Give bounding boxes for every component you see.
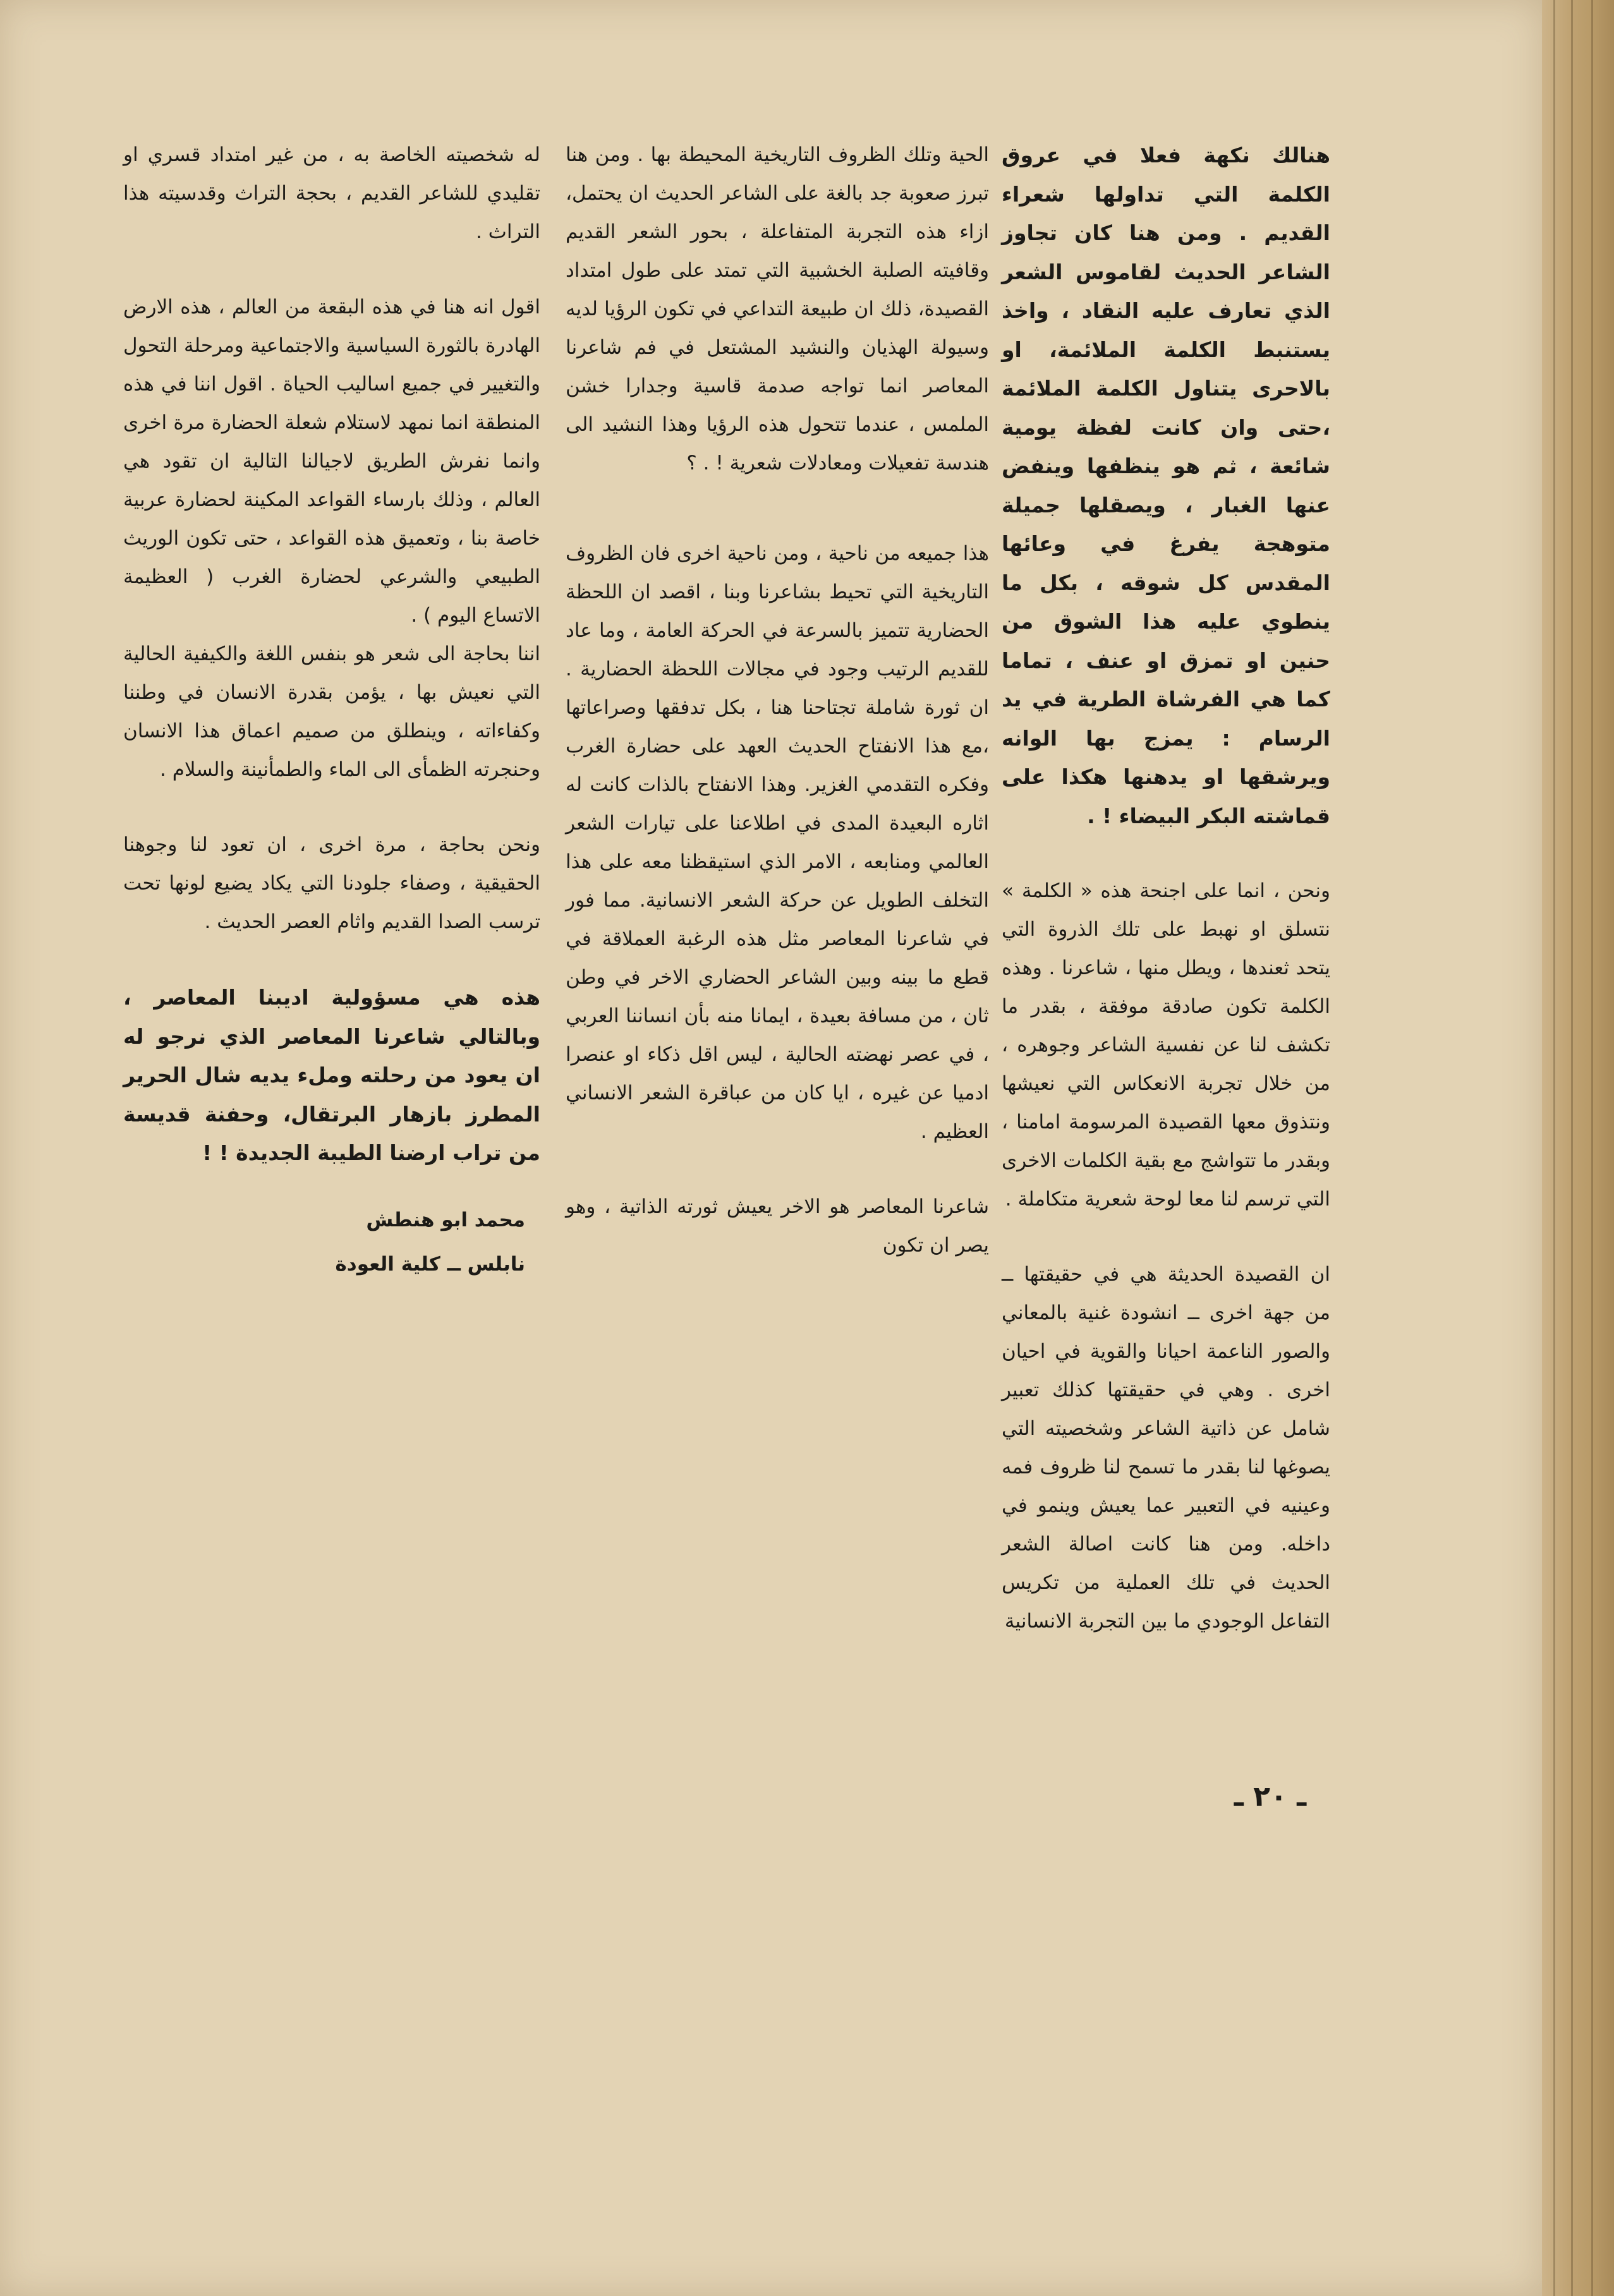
column-left [123, 136, 540, 1286]
paragraph: له شخصيته الخاصة به ، من غير امتداد قسري او تقليدي للشاعر القديم ، بحجة التراث وقدسيته هذا التراث . [123, 143, 540, 243]
paragraph: ان القصيدة الحديثة هي في حقيقتها ــ من جهة اخرى ــ انشودة غنية بالمعاني والصور الناعمة احيانا والقوية في احيان اخرى . وهي في حقيقتها كذلك تعبير شامل عن ذاتية الشاعر وشخصيته التي يصوغها لنا بقدر ما تسمح لنا ظروف فمه وعينيه في التعبير عما يعيش وينمو في داخله. ومن هنا كانت اصالة الشعر الحديث في تلك العملية من تكريس التفاعل الوجودي ما بين التجربة الانسانية [1002, 1263, 1330, 1633]
paragraph: شاعرنا المعاصر هو الاخر يعيش ثورته الذاتية ، وهو يصر ان تكون [566, 1195, 989, 1257]
paragraph: الحية وتلك الظروف التاريخية المحيطة بها . ومن هنا تبرز صعوبة جد بالغة على الشاعر الحديث ان يحتمل، ازاء هذه التجربة المتفاعلة ، بحور الشعر القديم وقافيته الصلبة الخشبية التي تمتد على طول امتداد القصيدة، ذلك ان طبيعة التداعي في تكون الرؤيا لديه وسيولة الهذيان والنشيد المشتعل في فم شاعرنا المعاصر انما تواجه صدمة قاسية وجدارا خشن الملمس ، عندما تتحول هذه الرؤيا وهذا النشيد الى هندسة تفعيلات ومعادلات شعرية ! . ؟ [566, 143, 989, 474]
paragraph: ونحن بحاجة ، مرة اخرى ، ان تعود لنا وجوهنا الحقيقية ، وصفاء جلودنا التي يكاد يضيع لونها تحت ترسب الصدا القديم واثام العصر الحديث . [123, 833, 540, 933]
page-number: ـ ٢٠ ـ [1234, 1780, 1307, 1813]
page-edge-line [1591, 0, 1593, 2296]
column-middle [566, 136, 989, 1265]
author-affiliation: نابلس ــ كلية العودة [335, 1252, 525, 1276]
paragraph: هذا جميعه من ناحية ، ومن ناحية اخرى فان الظروف التاريخية التي تحيط بشاعرنا وبنا ، اقصد ان اللحظة الحضارية تتميز بالسرعة في الحركة العامة ، وما عاد للقديم الرتيب وجود في مجالات اللحظة الحضارية . ان ثورة شاملة تجتاحنا هنا ، بكل تدفقها وصراعاتها ،مع هذا الانفتاح الحديث العهد على حضارة الغرب وفكره التقدمي الغزير. وهذا الانفتاح بالذات كانت له اثاره البعيدة المدى في اطلاعنا على تيارات الشعر العالمي ومنابعه ، الامر الذي استيقظنا معه على هذا التخلف الطويل عن حركة الشعر الانسانية. مما فور في شاعرنا المعاصر مثل هذه الرغبة العملاقة في قطع ما بينه وبين الشاعر الحضاري الاخر في وطن ثان ، من مسافة بعيدة ، ايمانا منه بأن انساننا العربي ، في عصر نهضته الحالية ، ليس اقل ذكاء او عنصرا ادميا عن غيره ، ايا كان من عباقرة الشعر الانساني العظيم . [566, 542, 989, 1143]
intro-paragraph: هنالك نكهة فعلا في عروق الكلمة التي تداولها شعراء القديم . ومن هنا كان تجاوز الشاعر الحديث لقاموس الشعر الذي تعارف عليه النقاد ، واخذ يستنبط الكلمة الملائمة، او بالاحرى يتناول الكلمة الملائمة ،حتى وان كانت لفظة يومية شائعة ، ثم هو ينظفها وينفض عنها الغبار ، ويصقلها جميلة متوهجة يفرغ في وعائها المقدس كل شوقه ، بكل ما ينطوي عليه هذا الشوق من حنين او تمزق او عنف ، تماما كما هي الفرشاة الطرية في يد الرسام : يمزج بها الوانه ويرشقها او يدهنها هكذا على قماشته البكر البيضاء ! . [1002, 143, 1330, 828]
paragraph: ونحن ، انما على اجنحة هذه « الكلمة » نتسلق او نهبط على تلك الذروة التي يتحد ثعندها ، ويطل منها ، شاعرنا . وهذه الكلمة تكون صادقة موفقة ، بقدر ما تكشف لنا عن نفسية الشاعر وجوهره ، من خلال تجربة الانعكاس التي نعيشها ونتذوق معها القصيدة المرسومة امامنا ، وبقدر ما تتواشج مع بقية الكلمات الاخرى التي ترسم لنا معا لوحة شعرية متكاملة . [1002, 879, 1330, 1211]
author-name: محمد ابو هنطش [366, 1208, 525, 1231]
page-edge-line [1571, 0, 1573, 2296]
column-right [1002, 136, 1330, 1641]
closing-paragraph: هذه هي مسؤولية اديبنا المعاصر ، وبالتالي شاعرنا المعاصر الذي نرجو له ان يعود من رحلته وملء يديه شال الحرير المطرز بازهار البرتقال، وحفنة قديسة من تراب ارضنا الطيبة الجديدة ! ! [123, 985, 540, 1165]
paragraph: اقول انه هنا في هذه البقعة من العالم ، هذه الارض الهادرة بالثورة السياسية والاجتماعية ومرحلة التحول والتغيير في جميع اساليب الحياة . اقول اننا في هذه المنطقة انما نمهد لاستلام شعلة الحضارة مرة اخرى وانما نفرش الطريق لاجيالنا التالية ان تقود هي العالم ، وذلك بارساء القواعد المكينة لحضارة عربية خاصة بنا ، وتعميق هذه القواعد ، حتى تكون الوريث الطبيعي والشرعي لحضارة الغرب ( العظيمة الاتساع اليوم ) . [123, 296, 540, 627]
paragraph: اننا بحاجة الى شعر هو بنفس اللغة والكيفية الحالية التي نعيش بها ، يؤمن بقدرة الانسان في وطننا وكفاءاته ، وينطلق من صميم اعماق هذا الانسان وحنجرته الظمأى الى الماء والطمأنينة والسلام . [123, 643, 540, 781]
page-edge-line [1553, 0, 1555, 2296]
page-edge [1542, 0, 1614, 2296]
